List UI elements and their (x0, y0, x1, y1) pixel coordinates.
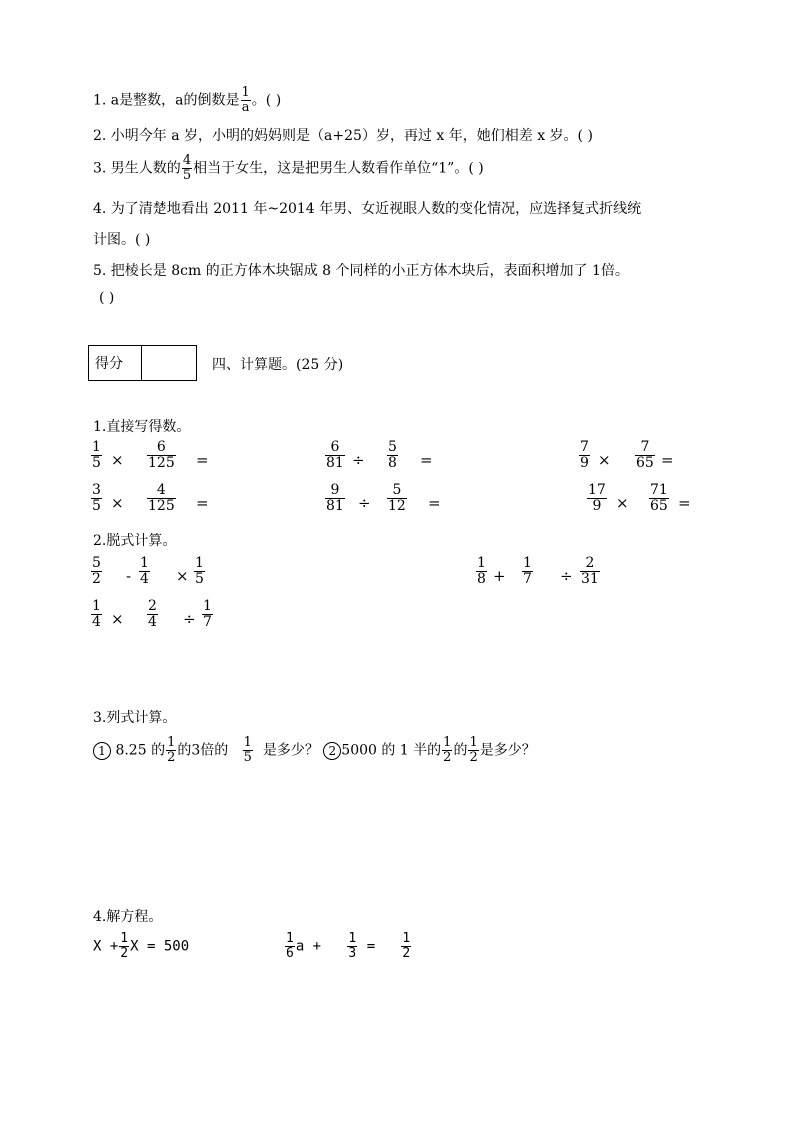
question-2: 2. 小明今年 a 岁，小明的妈妈则是（a+25）岁，再过 x 年，她们相差 x 岁。( ) (93, 128, 593, 144)
fraction: $\frac{1}{2}$ (120, 931, 129, 961)
operator: = (420, 451, 433, 469)
fraction: $\frac{71}{65}$ (650, 482, 668, 514)
circled-number: 1 (93, 742, 111, 760)
fraction: $\frac{7}{65}$ (636, 439, 654, 471)
fraction: $\frac{1}{2}$ (167, 735, 176, 765)
operator: = (661, 451, 674, 469)
part3-questions: 1 8.25 的 $\frac{1}{2}$ 的3倍的 $\frac{1}{5}$ 是多少？ 2 5000 的 1 半的 $\frac{1}{2}$ 的 $\frac{1}{2}$ 是多少？ (93, 736, 536, 765)
part4-heading: 4.解方程。 (93, 909, 163, 925)
fraction: $\frac{1}{6}$ (286, 931, 294, 961)
operator: × (598, 451, 611, 469)
fraction: $\frac{6}{81}$ (326, 439, 344, 471)
equation-2: $\frac{1}{6}$ a + $\frac{1}{3}$ = $\frac{1}{2}$ (286, 931, 411, 961)
fraction: $\frac{1}{a}$ (241, 85, 250, 115)
question-5-line1: 5. 把棱长是 8cm 的正方体木块锯成 8 个同样的小正方体木块后，表面积增加了 1倍。 (93, 263, 629, 279)
question-1: 1. a是整数，a的倒数是 $\frac{1}{a}$ 。( ) (93, 85, 282, 115)
fraction: $\frac{2}{4}$ (148, 598, 157, 630)
fraction: $\frac{5}{12}$ (388, 482, 406, 514)
fraction: $\frac{1}{4}$ (92, 598, 101, 630)
fraction: $\frac{5}{8}$ (388, 439, 397, 471)
score-box (88, 345, 197, 381)
question-4-line2: 计图。( ) (93, 232, 151, 248)
fraction: $\frac{1}{2}$ (443, 735, 452, 765)
operator: ÷ (183, 610, 196, 628)
fraction: $\frac{9}{81}$ (326, 482, 344, 514)
part3-heading: 3.列式计算。 (93, 710, 177, 726)
fraction: $\frac{1}{5}$ (92, 439, 101, 471)
operator: - (126, 567, 132, 585)
question-4-line1: 4. 为了清楚地看出 2011 年~2014 年男、女近视眼人数的变化情况，应选择复式折线统 (93, 201, 642, 217)
fraction: $\frac{2}{31}$ (581, 555, 599, 587)
operator: ÷ (560, 567, 573, 585)
operator: × (111, 610, 124, 628)
operator: × (616, 494, 629, 512)
circled-number: 2 (323, 742, 341, 760)
operator: × (111, 451, 124, 469)
question-5-line2: ( ) (99, 290, 115, 306)
part2-heading: 2.脱式计算。 (93, 533, 177, 549)
operator: = (428, 494, 441, 512)
fraction: $\frac{1}{2}$ (402, 931, 411, 961)
fraction: $\frac{4}{125}$ (148, 482, 175, 514)
score-label: 得分 (89, 346, 142, 381)
operator: + (493, 567, 506, 585)
question-3: 3. 男生人数的 $\frac{4}{5}$ 相当于女生，这是把男生人数看作单位“1”。( ) (93, 153, 484, 183)
fraction: $\frac{1}{7}$ (523, 555, 532, 587)
part1-heading: 1.直接写得数。 (93, 419, 191, 435)
operator: × (111, 494, 124, 512)
fraction: $\frac{1}{8}$ (477, 555, 486, 587)
operator: = (196, 451, 209, 469)
section-title: 四、计算题。(25 分) (212, 357, 344, 373)
operator: ÷ (358, 494, 371, 512)
fraction: $\frac{1}{2}$ (469, 735, 478, 765)
fraction: $\frac{1}{3}$ (348, 931, 357, 961)
fraction: $\frac{4}{5}$ (182, 153, 192, 183)
fraction: $\frac{1}{5}$ (243, 735, 252, 765)
fraction: $\frac{17}{9}$ (588, 482, 606, 514)
fraction: $\frac{1}{7}$ (203, 598, 212, 630)
operator: ÷ (352, 451, 365, 469)
fraction: $\frac{3}{5}$ (92, 482, 101, 514)
operator: = (678, 494, 691, 512)
operator: × (176, 567, 189, 585)
score-field[interactable] (142, 346, 197, 381)
fraction: $\frac{1}{4}$ (140, 555, 149, 587)
equation-1: X + $\frac{1}{2}$ X = 500 (93, 931, 190, 961)
fraction: $\frac{5}{2}$ (92, 555, 101, 587)
operator: = (196, 494, 209, 512)
fraction: $\frac{6}{125}$ (148, 439, 175, 471)
fraction: $\frac{1}{5}$ (195, 555, 204, 587)
fraction: $\frac{7}{9}$ (580, 439, 589, 471)
